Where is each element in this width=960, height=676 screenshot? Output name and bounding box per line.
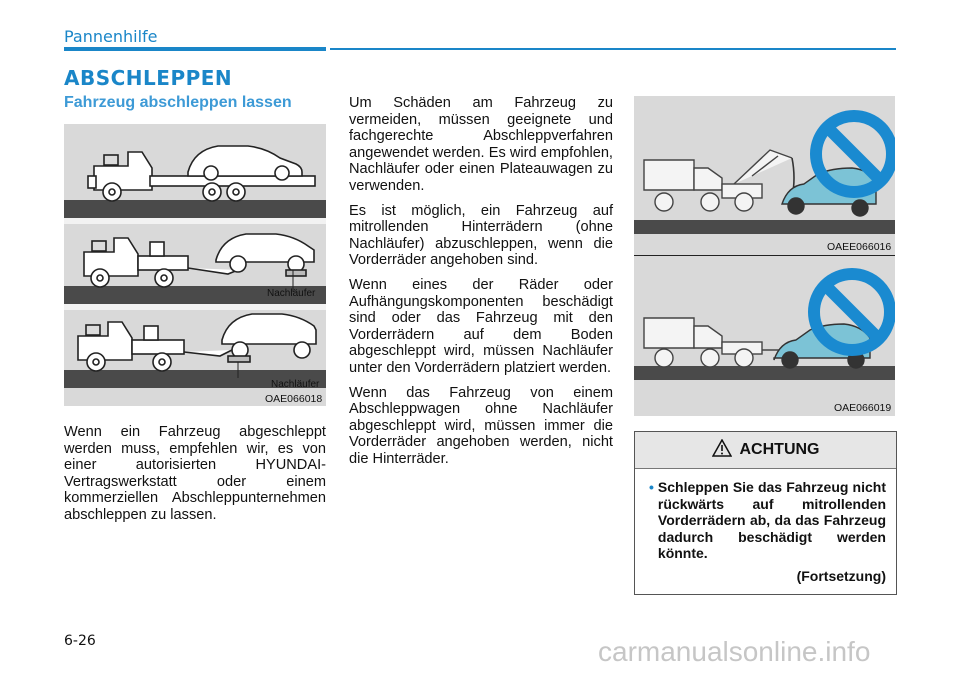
watermark: carmanualsonline.info: [598, 636, 871, 667]
towing-methods-illustration: [64, 124, 326, 406]
page-title: ABSCHLEPPEN: [64, 66, 233, 90]
caution-item: [649, 479, 886, 562]
bullet-icon: •: [649, 479, 654, 495]
caution-box: [634, 431, 897, 595]
middle-column: [349, 95, 613, 475]
tow-prohibited-figure-bottom: [634, 256, 895, 416]
section-header: Pannenhilfe: [64, 27, 158, 46]
caution-text: Schleppen Sie das Fahrzeug nicht rückwärts auf mitrollenden Vorderrädern ab, da das Fahrzeug dadurch beschädigt werden könnte.: [657, 479, 886, 561]
paragraph-2: Es ist möglich, ein Fahrzeug auf mitrollenden Hinterrädern (ohne Nachläufer) abzuschleppen, wenn die Vorderräder angehoben sind.: [349, 202, 613, 269]
header-rule-thick: [64, 47, 326, 51]
figure-code-left: OAE066018: [265, 393, 323, 405]
caution-body: [635, 469, 896, 584]
warning-triangle-icon: [712, 439, 732, 462]
paragraph-3: Wenn eines der Räder oder Aufhängungskomponenten beschädigt sind oder das Fahrzeug mit den Vorderrädern auf dem Boden abgeschleppt wird, müssen Nachläufer unter den Vorderrädern platziert werden.: [349, 276, 613, 376]
paragraph-4: Wenn das Fahrzeug von einem Abschleppwagen ohne Nachläufer abgeschleppt wird, müssen immer die Vorderräder angehoben werden, nicht die Hinterräder.: [349, 384, 613, 467]
paragraph-1: Um Schäden am Fahrzeug zu vermeiden, müssen geeignete und fachgerechte Abschleppverfahren angewendet werden. Es wird empfohlen, Nachläufer oder einen Plateauwagen zu verwenden.: [349, 95, 613, 194]
page-subtitle: Fahrzeug abschleppen lassen: [64, 94, 292, 111]
caution-heading: ACHTUNG: [739, 441, 820, 458]
header-rule-thin: [330, 48, 896, 50]
tow-hook-prohibited-illustration: [634, 96, 895, 256]
dolly-label-1: Nachläufer: [267, 288, 316, 299]
figure-code-right-top: OAEE066016: [827, 241, 892, 253]
tow-prohibited-figure-top: [634, 96, 895, 256]
paragraph-left: Wenn ein Fahrzeug abgeschleppt werden muss, empfehlen wir, es von einer autorisierten HYUNDAI-Vertragswerkstatt oder einem kommerziellen Abschleppunternehmen abschleppen zu lassen.: [64, 424, 326, 523]
page-number: 6-26: [64, 633, 96, 649]
caution-continued: (Fortsetzung): [796, 567, 886, 584]
wheel-lift-prohibited-illustration: [634, 256, 895, 416]
figure-code-right-bottom: OAE066019: [834, 402, 892, 414]
caution-header: [635, 432, 896, 469]
dolly-label-2: Nachläufer: [271, 379, 320, 390]
towing-methods-figure: [64, 124, 326, 406]
